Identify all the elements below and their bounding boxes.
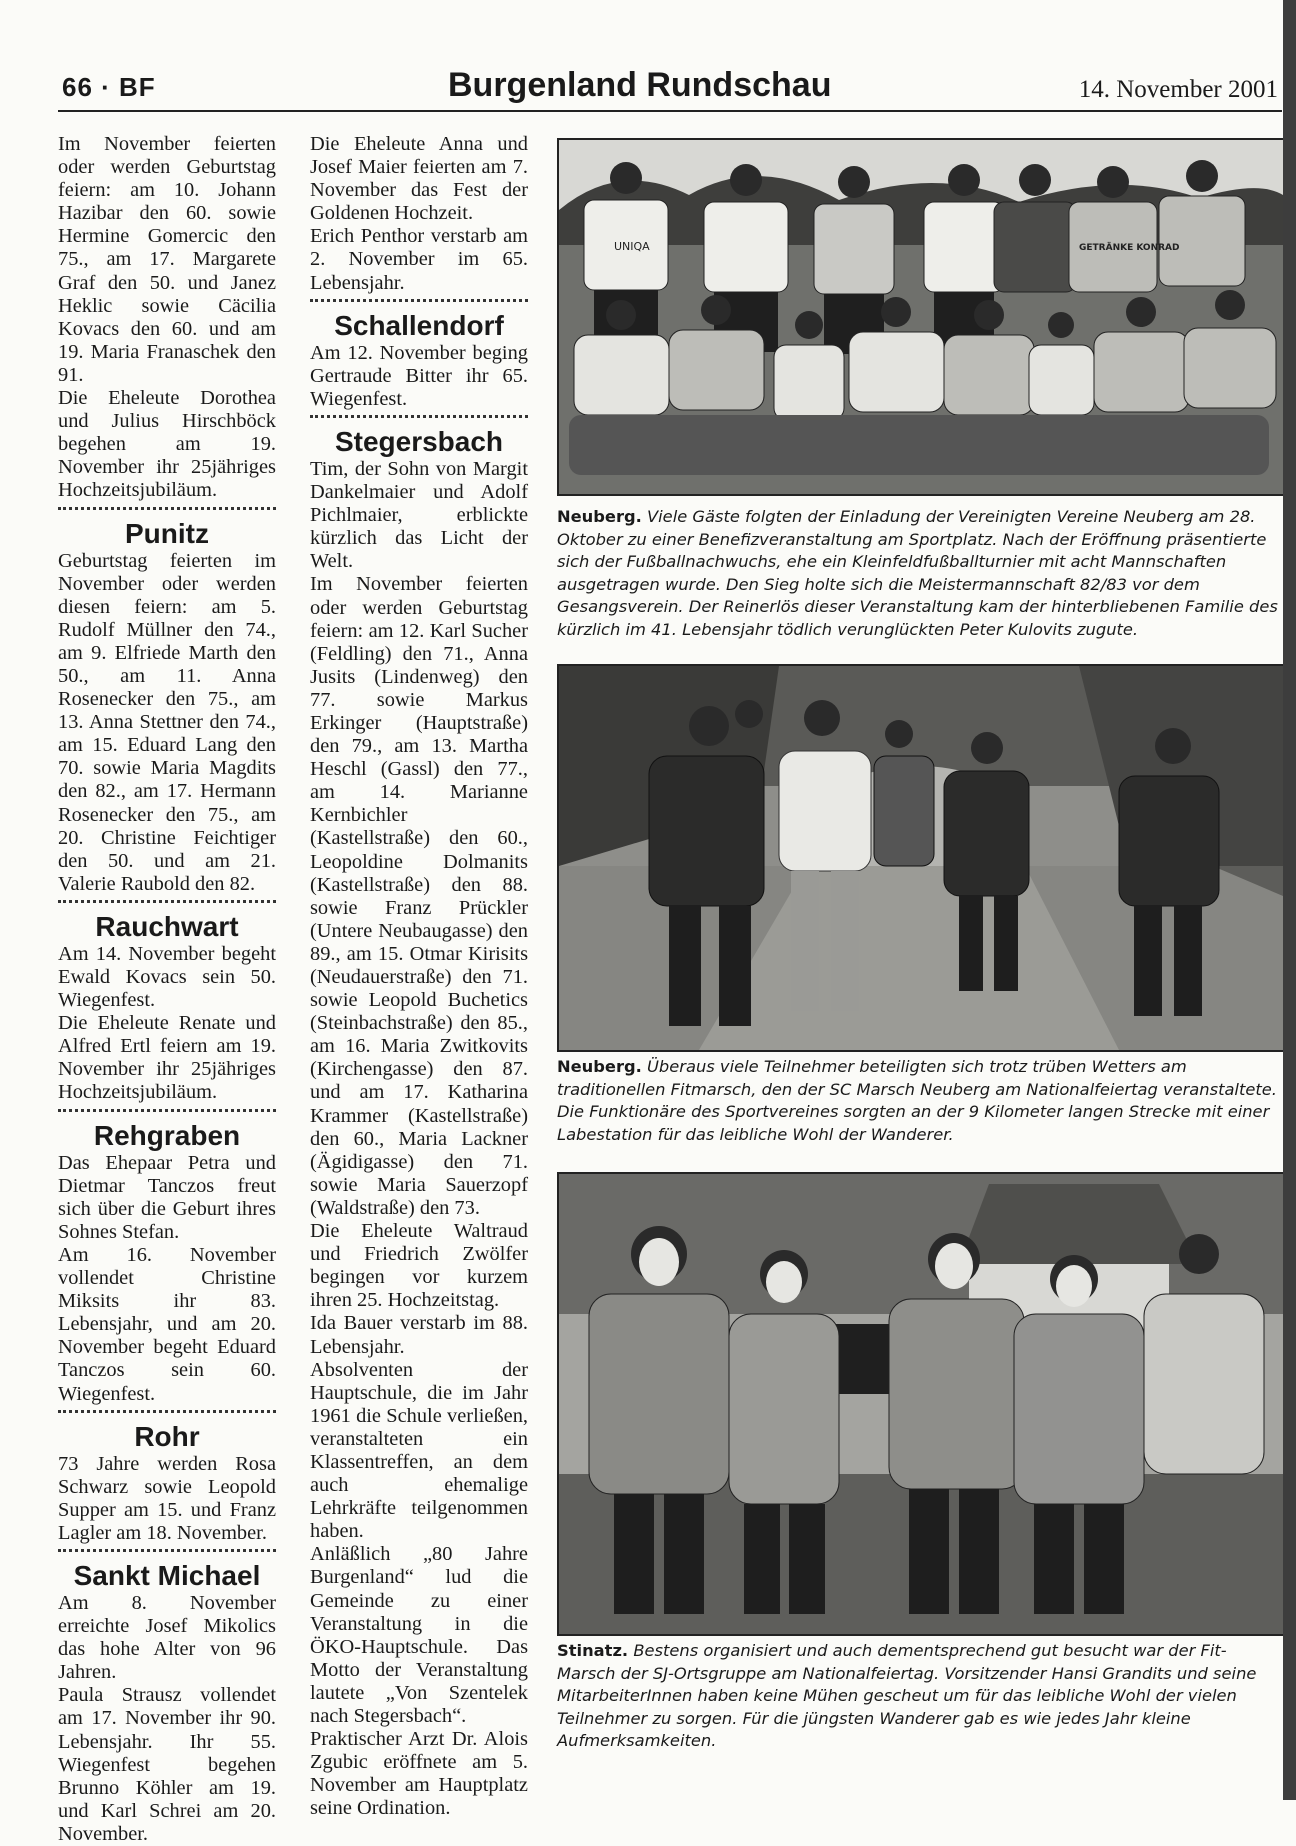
article-paragraph: Absolventen der Hauptschule, die im Jahr 1961 die Schule verließen, veranstalteten ein Klassentreffen, an dem auch ehemalige Lehrkräfte teilgenommen haben. xyxy=(310,1358,528,1543)
jersey-sponsor-text: UNIQA xyxy=(614,240,650,253)
text-column-2 xyxy=(310,133,528,1820)
caption-place: Neuberg. xyxy=(557,1057,642,1076)
article-paragraph: Die Eheleute Renate und Alfred Ertl feiern am 19. November ihr 25jähriges Hochzeitsjubiläum. xyxy=(58,1012,276,1104)
article-paragraph: Die Eheleute Anna und Josef Maier feierten am 7. November das Fest der Goldenen Hochzeit. xyxy=(310,133,528,225)
page-header xyxy=(58,64,1282,112)
article-paragraph: Am 14. November begeht Ewald Kovacs sein 50. Wiegenfest. xyxy=(58,942,276,1012)
article-paragraph: Die Eheleute Waltraud und Friedrich Zwölfer begingen vor kurzem ihren 25. Hochzeitstag. xyxy=(310,1220,528,1312)
article-paragraph: Erich Penthor verstarb am 2. November im 65. Lebensjahr. xyxy=(310,225,528,294)
section-heading-sankt-michael: Sankt Michael xyxy=(58,1549,276,1591)
article-paragraph: Im November feierten oder werden Geburtstag feiern: am 12. Karl Sucher (Feldling) den 71., Anna Jusits (Lindenweg) den 77. sowie Markus Erkinger (Hauptstraße) den 79., am 13. Martha Heschl (Gassl) den 77., am 14. Marianne Kernbichler (Kastellstraße) den 60., Leopoldine Dolmanits (Kastellstraße) den 88. sowie Franz Prückler (Untere Neubaugasse) den 89., am 15. Otmar Kirisits (Neudauerstraße) den 71. sowie Leopold Buchetics (Steinbachstraße) den 85., am 16. Maria Zwitkovits (Kirchengasse) den 87. und am 17. Katharina Krammer (Kastellstraße) den 60., Maria Lackner (Ägidigasse) den 71. sowie Maria Sauerzopf (Waldstraße) den 73. xyxy=(310,573,528,1219)
text-column-1 xyxy=(58,133,276,1846)
article-paragraph: Tim, der Sohn von Margit Dankelmaier und Adolf Pichlmaier, erblickte kürzlich das Licht der Welt. xyxy=(310,457,528,573)
article-paragraph: Am 16. November vollendet Christine Miksits ihr 83. Lebensjahr, und am 20. November begeht Eduard Tanczos sein 60. Wiegenfest. xyxy=(58,1243,276,1405)
jersey-sponsor-text: GETRÄNKE KONRAD xyxy=(1079,243,1180,253)
article-paragraph: Paula Strausz vollendet am 17. November ihr 90. Lebensjahr. Ihr 55. Wiegenfest begehen Brunno Köhler am 19. und Karl Schrei am 20. November. xyxy=(58,1684,276,1845)
caption-place: Stinatz. xyxy=(557,1641,629,1660)
section-heading-rohr: Rohr xyxy=(58,1410,276,1452)
photo-football-team xyxy=(557,138,1285,496)
article-paragraph: 73 Jahre werden Rosa Schwarz sowie Leopold Supper am 15. und Franz Lagler am 18. November. xyxy=(58,1452,276,1544)
section-heading-stegersbach: Stegersbach xyxy=(310,415,528,457)
photo-caption-1 xyxy=(557,506,1285,641)
article-paragraph: Die Eheleute Dorothea und Julius Hirschböck begehen am 19. November ihr 25jähriges Hochzeitsjubiläum. xyxy=(58,387,276,502)
section-heading-schallendorf: Schallendorf xyxy=(310,299,528,341)
article-paragraph: Praktischer Arzt Dr. Alois Zgubic eröffnete am 5. November am Hauptplatz seine Ordination. xyxy=(310,1728,528,1820)
photo-walkers-path xyxy=(557,664,1285,1052)
caption-place: Neuberg. xyxy=(557,507,642,526)
article-paragraph: Anläßlich „80 Jahre Burgenland“ lud die Gemeinde zu einer Veranstaltung in die ÖKO-Hauptschule. Das Motto der Veranstaltung lautete „Von Szentelek nach Stegersbach“. xyxy=(310,1543,528,1727)
section-heading-rehgraben: Rehgraben xyxy=(58,1109,276,1151)
article-paragraph: Geburtstag feierten im November oder werden diesen feiern: am 5. Rudolf Müllner den 74., am 9. Elfriede Marth den 50., am 11. Anna Rosenecker den 75., am 13. Anna Stettner den 74., am 15. Eduard Lang den 70. sowie Maria Magdits den 82., am 17. Hermann Rosenecker den 75., am 20. Christine Feichtiger den 50. und am 21. Valerie Raubold den 82. xyxy=(58,549,276,895)
photo-caption-2 xyxy=(557,1056,1285,1146)
section-heading-punitz: Punitz xyxy=(58,507,276,549)
photo-group-stinatz xyxy=(557,1172,1285,1636)
section-heading-rauchwart: Rauchwart xyxy=(58,900,276,942)
caption-text: Bestens organisiert und auch dementsprechend gut besucht war der Fit-Marsch der SJ-Ortsgruppe am Nationalfeiertag. Vorsitzender Hansi Grandits und seine MitarbeiterInnen haben keine Mühen gescheut um für das leibliche Wohl der vielen Teilnehmer zu sorgen. Für die jüngsten Wanderer gab es wie jedes Jahr kleine Aufmerksamkeiten. xyxy=(557,1641,1257,1750)
caption-text: Überaus viele Teilnehmer beteiligten sich trotz trüben Wetters am traditionellen Fitmarsch, den der SC Marsch Neuberg am Nationalfeiertag veranstaltete. Die Funktionäre des Sportvereines sorgten an der 9 Kilometer langen Strecke mit einer Labestation für das leibliche Wohl der Wanderer. xyxy=(557,1057,1277,1144)
page-number: 66 · BF xyxy=(62,72,156,102)
scan-edge xyxy=(1283,0,1296,1800)
article-paragraph: Das Ehepaar Petra und Dietmar Tanczos freut sich über die Geburt ihres Sohnes Stefan. xyxy=(58,1151,276,1243)
caption-text: Viele Gäste folgten der Einladung der Vereinigten Vereine Neuberg am 28. Oktober zu einer Benefizveranstaltung am Sportplatz. Nach der Eröffnung präsentierte sich der Fußballnachwuchs, ehe ein Kleinfeldfußballturnier mit acht Mannschaften ausgetragen wurde. Den Sieg holte sich die Meistermannschaft 82/83 vor dem Gesangsverein. Der Reinerlös dieser Veranstaltung kam der hinterbliebenen Familie des kürzlich im 41. Lebensjahr tödlich verunglückten Peter Kulovits zugute. xyxy=(557,507,1278,639)
issue-date: 14. November 2001 xyxy=(1078,76,1278,103)
article-paragraph: Ida Bauer verstarb im 88. Lebensjahr. xyxy=(310,1312,528,1358)
masthead-title: Burgenland Rundschau xyxy=(448,66,832,104)
article-paragraph: Am 12. November beging Gertraude Bitter ihr 65. Wiegenfest. xyxy=(310,341,528,410)
photo-caption-3 xyxy=(557,1640,1285,1753)
article-paragraph: Im November feierten oder werden Geburtstag feiern: am 10. Johann Hazibar den 60. sowie Hermine Gomercic den 75., am 17. Margarete Graf den 50. und Janez Heklic sowie Cäcilia Kovacs den 60. und am 19. Maria Franaschek den 91. xyxy=(58,133,276,386)
article-paragraph: Am 8. November erreichte Josef Mikolics das hohe Alter von 96 Jahren. xyxy=(58,1591,276,1684)
